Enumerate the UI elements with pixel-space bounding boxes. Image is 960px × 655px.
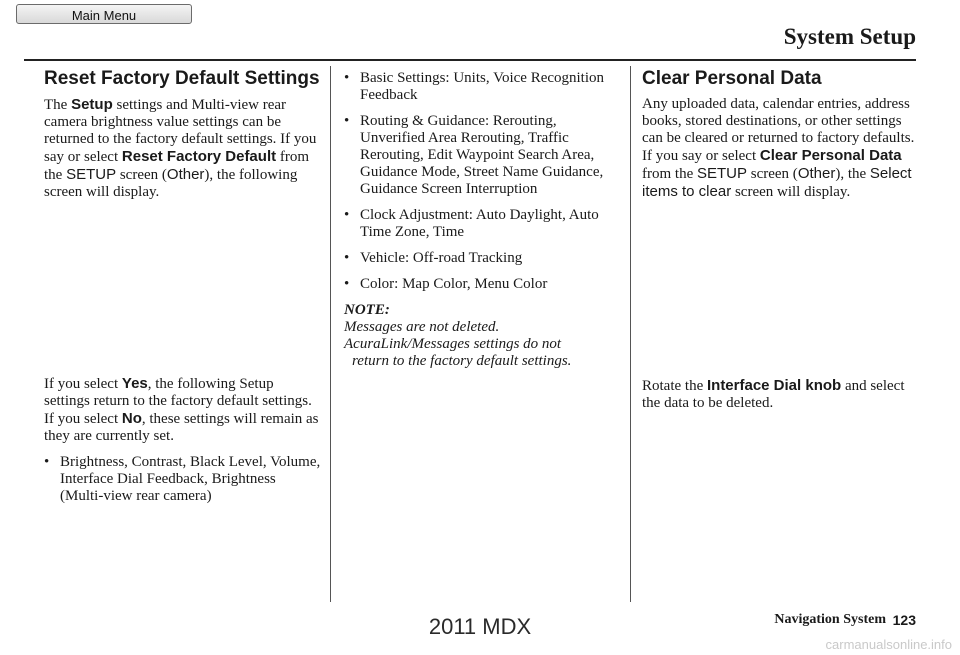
reset-settings-continued	[344, 70, 614, 370]
section-heading-clear: Clear Personal Data	[642, 68, 822, 89]
text: The	[44, 97, 72, 113]
bullet-icon: •	[44, 454, 50, 470]
main-menu-button[interactable]: Main Menu	[16, 4, 192, 24]
text: screen (	[747, 166, 798, 182]
note-line: AcuraLink/Messages settings do not	[344, 336, 562, 352]
title-divider	[24, 59, 916, 61]
reset-yes-no-paragraph	[44, 375, 322, 445]
text: screen (	[116, 167, 167, 183]
reset-settings-list	[44, 454, 322, 505]
text: ), the following screen will display.	[44, 167, 298, 200]
other-term: Other	[166, 166, 205, 183]
reset-settings-list-continued	[344, 70, 614, 293]
setup-screen-term: SETUP	[66, 166, 117, 183]
text: ), the	[835, 166, 870, 182]
note-text	[344, 319, 614, 370]
list-item	[344, 113, 614, 198]
list-item	[44, 454, 322, 505]
list-item-text: Vehicle: Off-road Tracking	[360, 250, 523, 266]
clear-intro-paragraph	[642, 96, 918, 201]
setup-term: Setup	[71, 96, 113, 113]
clear-personal-data-section	[642, 69, 918, 412]
list-item-text: Color: Map Color, Menu Color	[360, 276, 548, 292]
reset-factory-section	[44, 69, 322, 514]
list-item	[344, 70, 614, 104]
rotate-dial-paragraph	[642, 377, 918, 412]
bullet-icon: •	[344, 276, 350, 292]
list-item-text: Clock Adjustment: Auto Daylight, Auto Time Zone, Time	[360, 207, 599, 240]
no-term: No	[121, 410, 142, 427]
bullet-icon: •	[344, 113, 350, 129]
reset-intro-paragraph	[44, 96, 322, 201]
model-watermark: 2011 MDX	[428, 614, 532, 639]
page-number: 123	[892, 612, 916, 628]
list-item-text: Routing & Guidance: Rerouting, Unverified Area Rerouting, Traffic Rerouting, Edit Waypoint Search Area, Guidance Mode, Street Name Guidance, Guidance Screen Interruption	[360, 113, 604, 197]
text: , the following Setup settings return to the factory default settings. If you select	[44, 376, 312, 427]
select-items-to-clear-term: Select items to clear	[642, 165, 912, 200]
text: screen will display.	[731, 184, 851, 200]
text: Rotate the	[642, 378, 707, 394]
column-divider-left	[330, 66, 331, 602]
footer-section-label: Navigation System	[774, 612, 886, 627]
site-watermark: carmanualsonline.info	[825, 637, 952, 652]
text: from the	[44, 149, 310, 183]
list-item	[344, 207, 614, 241]
text: If you select	[44, 376, 122, 392]
page-title: System Setup	[783, 24, 916, 49]
note-heading: NOTE:	[344, 302, 390, 318]
list-item	[344, 250, 614, 267]
note-line: return to the factory default settings.	[352, 353, 572, 369]
list-item-text: Brightness, Contrast, Black Level, Volume, Interface Dial Feedback, Brightness (Multi-view rear camera)	[60, 454, 321, 504]
list-item-text: Basic Settings: Units, Voice Recognition Feedback	[360, 70, 605, 103]
other-term: Other	[797, 165, 836, 182]
note-line: Messages are not deleted.	[344, 319, 500, 335]
column-divider-right	[630, 66, 631, 602]
clear-personal-data-term: Clear Personal Data	[759, 147, 902, 164]
interface-dial-knob-term: Interface Dial knob	[706, 377, 842, 394]
section-heading-reset: Reset Factory Default Settings	[44, 68, 320, 89]
text: Any uploaded data, calendar entries, address books, stored destinations, or other settings can be cleared or returned to factory defaults. If you say or select	[642, 96, 915, 164]
bullet-icon: •	[344, 207, 350, 223]
text: settings and Multi-view rear camera brightness value settings can be returned to the factory default settings. If you say or select	[44, 97, 317, 165]
text: , these settings will remain as they are currently set.	[44, 411, 319, 444]
text: and select the data to be deleted.	[642, 378, 905, 411]
bullet-icon: •	[344, 250, 350, 266]
reset-factory-default-term: Reset Factory Default	[121, 148, 277, 165]
bullet-icon: •	[344, 70, 350, 86]
text: from the	[642, 166, 697, 182]
list-item	[344, 276, 614, 293]
setup-screen-term: SETUP	[696, 165, 747, 182]
yes-term: Yes	[121, 375, 148, 392]
